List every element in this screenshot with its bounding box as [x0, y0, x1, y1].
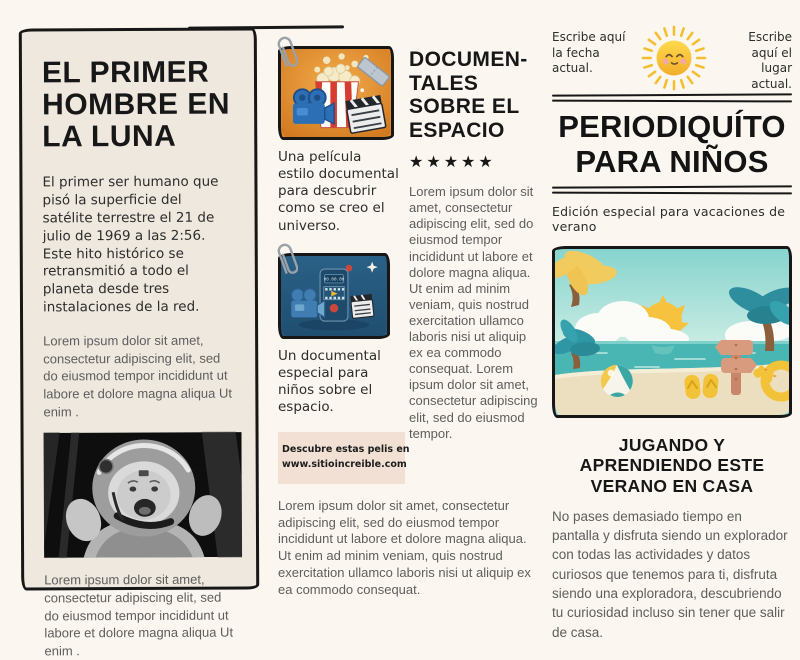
right-article-body: No pases demasiado tiempo en pantalla y disfruta siendo un explorador con todas las actividades y datos curiosos que tenemos para ti, disfruta siendo una exploradora, descubriendo tu curiosidad incluso sin tener que salir de casa.	[552, 508, 788, 640]
newspaper-title: PERIODIQUÍTO PARA NIÑOS	[558, 109, 786, 180]
documentary-player-image	[278, 253, 390, 339]
masthead-row	[552, 30, 792, 92]
left-article-paragraph-2: Lorem ipsum dolor sit amet, consectetur adipiscing elit, sed do eiusmod tempor incididunt ut labore et dolore magna aliqua Ut enim .	[44, 571, 234, 659]
promo-text: Descubre estas pelis en	[282, 444, 410, 456]
left-article-paragraph-1: Lorem ipsum dolor sit amet, consectetur adipiscing elit, sed do eiusmod tempor incididunt ut labore et dolore magna aliqua Ut enim .	[43, 332, 233, 419]
movie-snacks-image	[278, 46, 394, 140]
rule-bottom	[552, 186, 792, 195]
left-article-panel	[19, 27, 259, 659]
promo-box	[278, 432, 410, 483]
astronaut-kid-photo	[44, 432, 243, 559]
left-article-title: EL PRIMER HOMBRE EN LA LUNA	[41, 55, 231, 154]
rule-top	[552, 94, 792, 103]
movie-caption: Una película estilo documental para descubrir como se creo el universo.	[278, 149, 399, 234]
middle-heading: DOCUMEN-TALES SOBRE EL ESPACIO	[409, 48, 528, 142]
paperclip-icon	[274, 35, 298, 71]
promo-url: www.sitioincreible.com	[282, 458, 407, 470]
middle-column	[278, 36, 540, 599]
left-article-intro: El primer ser humano que pisó la superficie del satélite terrestre el 21 de julio de 1969 a las 2:56. Este hito histórico se retransmitió a todo el planeta desde tres instalaciones de la red.	[42, 174, 219, 316]
player-timer: 00.00.00	[323, 277, 345, 283]
paperclip-icon	[274, 242, 298, 278]
beach-image	[552, 246, 792, 418]
middle-left-subcolumn	[278, 36, 410, 484]
middle-right-subcolumn	[409, 36, 540, 484]
right-article-heading: JUGANDO Y APRENDIENDO ESTE VERANO EN CASA	[579, 434, 765, 497]
middle-bottom-paragraph: Lorem ipsum dolor sit amet, consectetur adipiscing elit, sed do eiusmod tempor incididunt ut labore et dolore magna aliqua. Ut enim ad minim veniam, quis nostrud exercitation ullamco laboris nisi ut aliquip ex ea commodo consequat.	[278, 497, 531, 598]
player-caption: Un documental especial para niños sobre el espacio.	[278, 347, 381, 416]
sun-icon	[640, 24, 708, 92]
right-column	[552, 30, 792, 642]
astronaut-kid-photo-art	[44, 432, 243, 559]
date-placeholder-text: Escribe aquí la fecha actual.	[552, 30, 626, 76]
edition-subtitle: Edición especial para vacaciones de verano	[552, 203, 786, 234]
middle-side-paragraph: Lorem ipsum dolor sit amet, consectetur adipiscing elit, sed do eiusmod tempor incididunt ut labore et dolore magna aliqua. Ut enim ad minim veniam, quis nostrud exercitation ullamco laboris nisi ut aliquip ex ea commodo consequat. Lorem ipsum dolor sit amet, consectetur adipiscing elit, sed do eiusmod tempor.	[409, 184, 538, 441]
place-placeholder-text: Escribe aquí el lugar actual.	[748, 30, 792, 91]
beach-art	[555, 249, 789, 415]
star-rating: ★★★★★	[409, 154, 496, 172]
